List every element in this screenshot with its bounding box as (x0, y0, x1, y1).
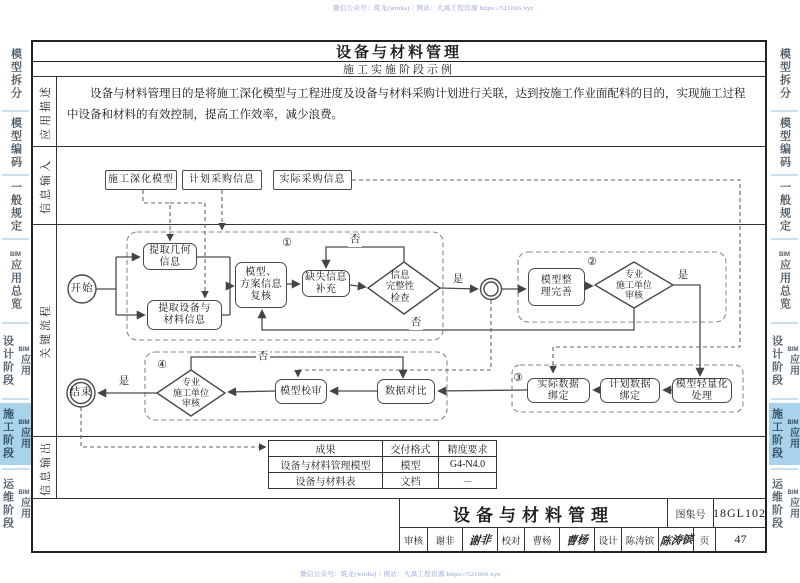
table-row (269, 441, 497, 457)
title-block (33, 499, 765, 551)
right-tab-strip (769, 41, 800, 543)
tab-design-stage[interactable]: 设计阶段 BIM 应用 (0, 327, 31, 395)
label-info-input: 信息输入 (33, 147, 57, 224)
no-label-3: 否 (257, 351, 269, 362)
tab-bim-overview[interactable]: BIM 应用总览 (0, 243, 31, 319)
tab-operation-stage[interactable]: 运维阶段 BIM 应用 (0, 473, 31, 535)
tab-model-coding[interactable]: 模型编码 (0, 115, 31, 171)
designer-label: 设计 (594, 528, 621, 551)
table-header-result: 成果 (269, 441, 383, 457)
flowchart (56, 147, 767, 500)
input-deepen-model: 施工深化模型 (105, 170, 177, 190)
atlas-no-value: 18GL102 (713, 499, 765, 527)
tab-design-stage[interactable]: 设计阶段 BIM 应用 (769, 327, 800, 395)
designer-signature: 陈涛镔 (658, 528, 693, 551)
input-actual-procurement: 实际采购信息 (273, 170, 352, 190)
label-info-output: 信息输出 (33, 437, 57, 498)
no-label-1: 否 (349, 234, 361, 245)
node-extract-geometry: 提取几何 信息 (143, 243, 197, 270)
proofreader-label: 校对 (497, 528, 524, 551)
label-key-process: 关键流程 (33, 225, 57, 436)
reviewer-label: 审核 (403, 536, 423, 547)
watermark-bottom: 微信公众号：筑龙(works)｜网站：大禹工程资源 https://521666.xyz (300, 571, 501, 578)
step-number-3: ③ (513, 372, 523, 384)
watermark-top: 微信公众号：筑龙(works)｜网站：大禹工程资源 https://521666.xyz (333, 5, 534, 12)
tab-model-split[interactable]: 模型拆分 (0, 41, 31, 107)
proofreader-signature: 曹杨 (559, 528, 594, 551)
left-tab-strip (0, 41, 31, 543)
node-model-tidy: 模型整 理完善 (528, 268, 585, 306)
output-table (268, 440, 497, 489)
table-row: 设备与材料表 文档 － (269, 473, 497, 489)
table-header-format: 交付格式 (383, 441, 439, 457)
step-number-1: ① (282, 237, 292, 249)
yes-label-2: 是 (677, 270, 689, 281)
decision-unit-review-text-2: 专业 施工单位 审核 (615, 269, 652, 301)
end-label: 结束 (69, 387, 93, 398)
yes-label-3: 是 (118, 376, 130, 387)
tab-model-split[interactable]: 模型拆分 (769, 41, 800, 107)
input-planned-procurement: 计划采购信息 (182, 170, 262, 190)
decision-unit-review-text-4: 专业 施工单位 审核 (172, 377, 209, 409)
description-paragraph: 设备与材料管理目的是将施工深化模型与工程进度及设备与材料采购计划进行关联，达到按施工作业面配料的目的，实现施工过程中设备和材料的有效控制，提高工作效率，减少浪费。 (67, 88, 746, 121)
tab-construction-stage[interactable]: 施工阶段 BIM 应用 (769, 403, 800, 465)
start-label: 开始 (70, 283, 94, 294)
tab-general-rules[interactable]: 一般规定 (0, 179, 31, 235)
proofreader-name: 曹杨 (524, 528, 559, 551)
step-number-4: ④ (157, 359, 167, 371)
node-actual-data-binding: 实际数据 绑定 (527, 378, 590, 403)
tab-operation-stage[interactable]: 运维阶段 BIM 应用 (769, 473, 800, 535)
node-missing-info-supplement: 缺失信息 补充 (302, 270, 350, 297)
table-row: 设备与材料管理模型 模型 G4-N4.0 (269, 457, 497, 473)
tab-model-coding[interactable]: 模型编码 (769, 115, 800, 171)
section-application-description (33, 77, 765, 147)
node-extract-materials: 提取设备与 材料信息 (147, 300, 222, 330)
tab-bim-overview[interactable]: BIM 应用总览 (769, 243, 800, 319)
page-no-value: 47 (715, 528, 765, 551)
node-data-compare: 数据对比 (377, 379, 435, 404)
node-model-check: 模型校审 (275, 379, 327, 404)
connector-circle-inner (484, 282, 498, 296)
no-label-2: 否 (410, 317, 422, 328)
label-application-description: 应用描述 (33, 77, 57, 146)
page-no-label: 页 (693, 528, 715, 551)
node-model-scheme-review: 模型、 方案信息 复核 (235, 262, 287, 308)
node-lightweight-processing: 模型轻量化 处理 (672, 378, 732, 403)
atlas-no-label: 图集号 (667, 499, 713, 527)
table-header-precision: 精度要求 (439, 441, 497, 457)
reviewer-name: 谢非 (427, 528, 462, 551)
step-number-2: ② (587, 256, 597, 268)
node-plan-data-binding: 计划数据 绑定 (600, 378, 660, 403)
page-subtitle: 施工实施阶段示例 (33, 62, 765, 77)
title-block-empty-cell (33, 499, 400, 551)
tab-general-rules[interactable]: 一般规定 (769, 179, 800, 235)
designer-name: 陈涛镔 (621, 528, 658, 551)
title-block-title: 设备与材料管理 (453, 505, 614, 525)
reviewer-signature: 谢非 (462, 528, 497, 551)
tab-construction-stage[interactable]: 施工阶段 BIM 应用 (0, 403, 31, 465)
decision-completeness-text: 信息 完整性 检查 (385, 271, 415, 304)
page-title: 设备与材料管理 (33, 42, 765, 62)
yes-label-1: 是 (452, 274, 464, 285)
